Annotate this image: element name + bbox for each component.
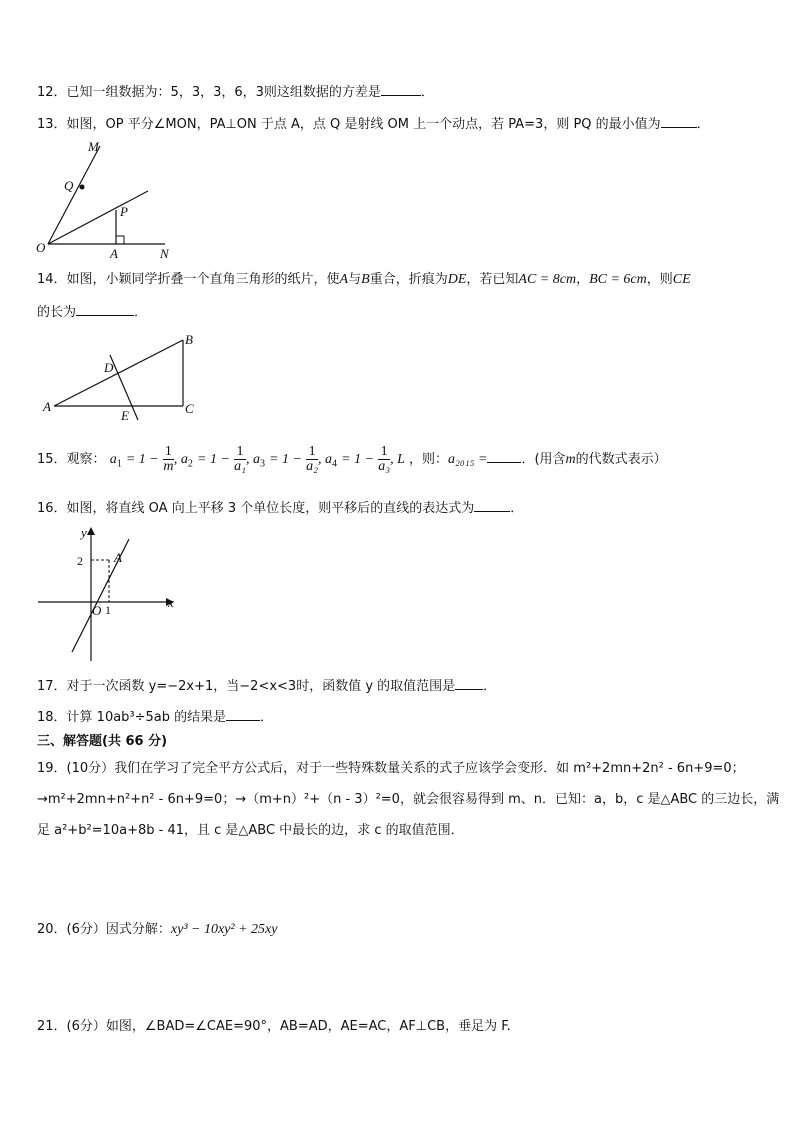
label-A: A [43, 399, 51, 414]
question-16: 16．如图，将直线 OA 向上平移 3 个单位长度，则平移后的直线的表达式为 ． [37, 498, 523, 518]
factor-expression: xy³ − 10xy² + 25xy [170, 922, 278, 937]
answer-blank [381, 82, 421, 96]
figure-angle-bisector [30, 136, 180, 261]
label-E: E [121, 408, 129, 423]
label-D: D [104, 360, 114, 375]
label-M: M [88, 139, 99, 154]
label-Q: Q [64, 178, 74, 193]
tick-2: 2 [77, 554, 83, 568]
label-N: N [160, 246, 169, 261]
question-14-line2: 的长为 ． [37, 302, 147, 322]
question-13: 13．如图，OP 平分∠MON，PA⊥ON 于点 A，点 Q 是射线 OM 上一个动点，若 PA=3，则 PQ 的最小值为 ． [37, 114, 710, 134]
label-B: B [185, 332, 193, 347]
label-y: y [81, 525, 87, 540]
fraction: $\frac{1}{m}$ [163, 444, 174, 474]
question-18: 18．计算 10ab³÷5ab 的结果是 ． [37, 707, 273, 727]
figure-line-graph [34, 525, 194, 665]
question-20: 20．(6分）因式分解：xy³ − 10xy² + 25xy [37, 922, 278, 937]
section-heading: 三、解答题(共 66 分) [37, 734, 168, 749]
question-14: 14．如图，小颖同学折叠一个直角三角形的纸片，使A与B重合，折痕为DE，若已知AC = 8cm，BC = 6cm，则CE [37, 272, 691, 287]
answer-blank [455, 676, 483, 690]
question-21: 21．(6分）如图，∠BAD=∠CAE=90°，AB=AD，AE=AC，AF⊥CB，垂足为 F. [37, 1019, 511, 1034]
label-P: P [120, 204, 128, 219]
tick-1: 1 [105, 603, 111, 617]
label-O: O [36, 240, 46, 255]
question-12: 12．已知一组数据为：5，3，3，6，3则这组数据的方差是 ． [37, 82, 434, 102]
answer-blank [487, 449, 521, 463]
fraction: $\frac{1}{\text{a₁}}$ [234, 444, 246, 474]
question-19-line2: →m²+2mn+n²+n² - 6n+9=0；→（m+n）²+（n - 3）²=0，就会很容易得到 m、n．已知：a，b，c 是△ABC 的三边长，满 [37, 792, 780, 807]
answer-blank [76, 302, 134, 316]
question-19-line1: 19．(10分）我们在学习了完全平方公式后，对于一些特殊数量关系的式子应该学会变形．如 m²+2mn+2n² - 6n+9=0； [37, 761, 745, 776]
question-17: 17．对于一次函数 y=−2x+1，当−2<x<3时，函数值 y 的取值范围是 ． [37, 676, 496, 696]
label-A: A [114, 550, 122, 565]
label-A: A [110, 246, 118, 261]
answer-blank [226, 707, 260, 721]
question-15: 15．观察： $a_1 = 1$ − $\frac{1}{m}$ , $a_2 = 1$ − $\frac{1}{\text{a₁}}$ , $a_3 = 1$ − $\frac{1}{\text{a₂}}$ , $a_4 = 1$ − $\frac{1}{\text{a₃}}$ , L ，则：a₂₀₁₅ = ．(用含m的代数式表示） [37, 444, 667, 474]
answer-blank [661, 114, 697, 128]
label-C: C [185, 401, 194, 416]
label-x: x [168, 595, 174, 610]
question-19-line3: 足 a²+b²=10a+8b - 41，且 c 是△ABC 中最长的边，求 c 的取值范围． [37, 823, 464, 838]
fraction: $\frac{1}{\text{a₃}}$ [378, 444, 391, 474]
answer-blank [474, 498, 510, 512]
fraction: $\frac{1}{\text{a₂}}$ [306, 444, 318, 474]
figure-folded-triangle [40, 330, 215, 425]
label-O: O [92, 603, 102, 618]
